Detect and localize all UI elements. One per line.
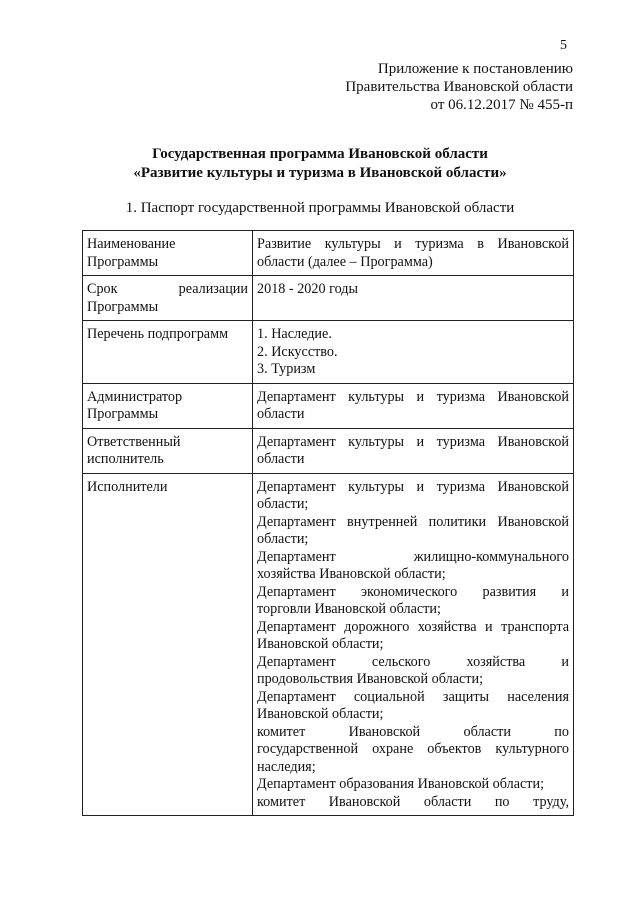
row-value-line: Ивановской области;: [257, 636, 384, 652]
row-value-line: области (далее – Программа): [257, 253, 433, 270]
row-label-line: Программы: [87, 253, 159, 270]
row-value-line: Департамент дорожного хозяйства и транспорта: [257, 618, 569, 635]
row-value-line: области: [257, 451, 305, 467]
table-row: [83, 276, 574, 321]
title-line: «Развитие культуры и туризма в Ивановской области»: [133, 165, 507, 181]
row-value-line: Развитие культуры и туризма в Ивановской: [257, 236, 569, 252]
row-value-line: 2. Искусство.: [257, 343, 338, 360]
row-value-line: 3. Туризм: [257, 361, 316, 377]
document-title: [0, 145, 640, 183]
row-value-line: Департамент социальной защиты населения: [257, 688, 569, 705]
row-value-line: наследия;: [257, 758, 316, 775]
table-row: [83, 383, 574, 428]
row-value-line: Департамент внутренней политики Ивановской: [257, 513, 569, 530]
row-label-cell: [83, 321, 253, 384]
row-value-line: комитет Ивановской области по: [257, 723, 569, 740]
appendix-header: [345, 60, 573, 114]
row-value-cell: [253, 383, 574, 428]
row-label-line: Наименование: [87, 236, 176, 252]
row-value-line: продовольствия Ивановской области;: [257, 671, 484, 687]
appendix-line: Правительства Ивановской области: [345, 79, 573, 95]
row-value-cell: [253, 473, 574, 816]
row-value-cell: [253, 231, 574, 276]
row-value-line: Департамент образования Ивановской области;: [257, 776, 545, 792]
row-label-line: исполнитель: [87, 451, 164, 467]
passport-table: [82, 230, 574, 816]
table-row: [83, 321, 574, 384]
row-value-line: Департамент культуры и туризма Ивановской: [257, 388, 569, 405]
row-value-line: государственной охране объектов культурного: [257, 741, 569, 757]
row-label-line: Ответственный: [87, 433, 181, 450]
row-label-cell: [83, 428, 253, 473]
row-label-line: Программы: [87, 406, 159, 422]
row-label-line: Администратор: [87, 388, 183, 405]
row-label-cell: [83, 473, 253, 816]
row-value-line: 2018 - 2020 годы: [257, 281, 359, 297]
table-row: [83, 428, 574, 473]
row-label-line: Программы: [87, 298, 159, 315]
appendix-line: Приложение к постановлению: [377, 61, 573, 77]
row-value-line: области;: [257, 496, 309, 512]
row-value-line: Департамент сельского хозяйства и: [257, 653, 569, 670]
row-value-line: комитет Ивановской области по труду,: [257, 793, 569, 810]
table-row: [83, 473, 574, 816]
row-value-line: Ивановской области;: [257, 706, 384, 722]
row-value-line: торговли Ивановской области;: [257, 601, 441, 617]
row-value-line: 1. Наследие.: [257, 326, 332, 342]
row-label-line: Срок реализации: [87, 281, 248, 297]
row-value-line: Департамент культуры и туризма Ивановской: [257, 478, 569, 495]
row-value-cell: [253, 276, 574, 321]
table-row: [83, 231, 574, 276]
page-number: 5: [560, 38, 567, 53]
appendix-line: от 06.12.2017 № 455-п: [430, 97, 573, 113]
row-value-line: области: [257, 406, 305, 422]
row-value-cell: [253, 321, 574, 384]
title-line: Государственная программа Ивановской области: [152, 146, 488, 162]
row-value-line: области;: [257, 531, 309, 547]
row-label-line: Перечень подпрограмм: [87, 326, 229, 342]
row-value-line: Департамент культуры и туризма Ивановской: [257, 433, 569, 450]
row-label-cell: [83, 231, 253, 276]
row-value-line: хозяйства Ивановской области;: [257, 566, 446, 582]
row-label-cell: [83, 383, 253, 428]
row-value-line: Департамент экономического развития и: [257, 583, 569, 600]
row-value-cell: [253, 428, 574, 473]
row-label-cell: [83, 276, 253, 321]
row-value-line: Департамент жилищно-коммунального: [257, 548, 569, 565]
section-heading: 1. Паспорт государственной программы Ивановской области: [125, 200, 515, 216]
row-label-line: Исполнители: [87, 478, 168, 495]
